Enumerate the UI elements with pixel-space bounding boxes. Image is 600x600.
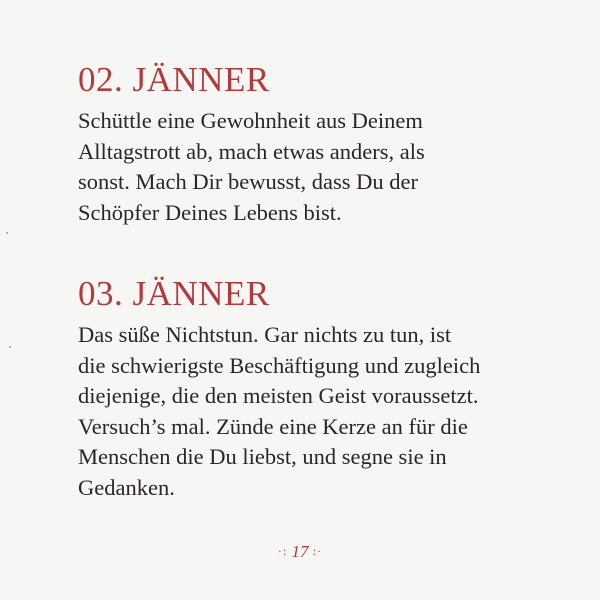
body-line: Das süße Nichtstun. Gar nichts zu tun, ist	[78, 322, 452, 347]
entry-heading: 02. JÄNNER	[78, 60, 270, 99]
paper-speck	[6, 232, 8, 234]
body-line: Alltagstrott ab, mach etwas anders, als	[78, 138, 425, 164]
body-line: Schüttle eine Gewohnheit aus Deinem	[78, 108, 423, 133]
body-line: Schöpfer Deines Lebens bist.	[78, 199, 342, 225]
entry-heading: 03. JÄNNER	[78, 274, 270, 313]
body-line: Menschen die Du liebst, und segne sie in	[78, 444, 447, 469]
body-line: Gedanken.	[78, 474, 175, 500]
entry-body	[78, 100, 578, 228]
ornament-right: :·	[312, 544, 323, 558]
paper-speck	[9, 346, 11, 348]
ornament-left: ·:	[277, 544, 288, 558]
page-number-value: 17	[291, 542, 309, 561]
page-number	[0, 542, 600, 562]
entry-jaenner-02	[78, 60, 578, 228]
body-line: diejenige, die den meisten Geist voraussetzt.	[78, 383, 479, 408]
body-line: Versuch’s mal. Zünde eine Kerze an für die	[78, 413, 468, 439]
body-line: sonst. Mach Dir bewusst, dass Du der	[78, 169, 418, 194]
entry-body	[78, 314, 578, 503]
body-line: die schwierigste Beschäftigung und zugleich	[78, 352, 481, 378]
entry-jaenner-03	[78, 274, 578, 503]
